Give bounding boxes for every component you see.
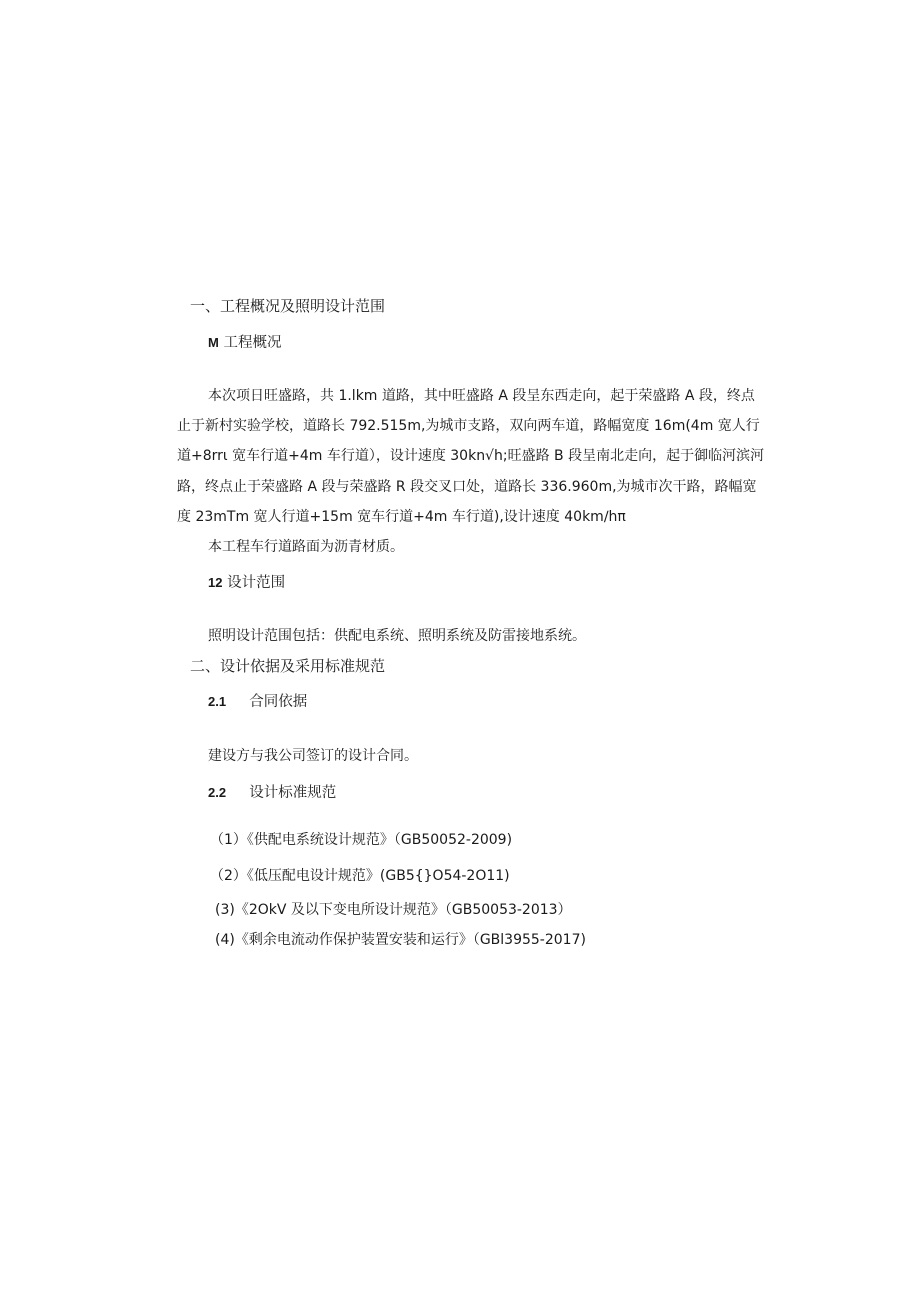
section2-sub2-title: 设计标准规范 (249, 785, 337, 801)
section1-sub1-title: 工程概况 (223, 335, 282, 351)
paragraph-line-5: 度 23mTm 宽人行道+15m 宽车行道+4m 车行道),设计速度 40km∕hπ (177, 509, 626, 525)
section1-sub1-heading (208, 333, 281, 353)
section1-sub1-number: M (208, 335, 219, 350)
section2-sub2-heading (208, 783, 336, 803)
section2-sub2-number: 2.2 (208, 785, 227, 800)
scope-text: 照明设计范围包括：供配电系统、照明系统及防雷接地系统。 (208, 628, 586, 644)
reference-item: (3)《2OkV 及以下变电所设计规范》（GB50053-2013） (215, 902, 572, 918)
reference-item: （2）《低压配电设计规范》(GB5{}O54-2O11) (210, 868, 510, 884)
section2-sub1-heading (208, 692, 307, 712)
section1-sub2-number: 12 (208, 575, 223, 590)
section2-sub1-title: 合同依据 (249, 694, 308, 710)
reference-item: （1）《供配电系统设计规范》（GB50052-2009) (210, 832, 513, 848)
reference-item: (4)《剩余电流动作保护装置安装和运行》（GBl3955-2017) (215, 932, 586, 948)
paragraph-line-2: 止于新村实验学校，道路长 792.515m,为城市支路，双向两车道，路幅宽度 16m(4m 宽人行 (177, 418, 760, 434)
section1-sub2-title: 设计范围 (227, 575, 286, 591)
material-note: 本工程车行道路面为沥青材质。 (208, 539, 404, 555)
paragraph-line-4: 路，终点止于荣盛路 A 段与荣盛路 R 段交叉口处，道路长 336.960m,为城市次干路，路幅宽 (177, 479, 757, 495)
section2-heading: 二、设计依据及采用标准规范 (190, 657, 386, 675)
paragraph-line-3: 道+8rrι 宽车行道+4m 车行道），设计速度 30kn√h;旺盛路 B 段呈南北走向，起于御临河滨河 (177, 448, 765, 464)
contract-text: 建设方与我公司签订的设计合同。 (208, 748, 418, 764)
section1-sub2-heading (208, 573, 285, 593)
section2-sub1-number: 2.1 (208, 694, 227, 709)
paragraph-line-1: 本次项日旺盛路，共 1.lkm 道路，其中旺盛路 A 段呈东西走向，起于荣盛路 A 段，终点 (208, 388, 755, 404)
section1-heading: 一、工程概况及照明设计范围 (190, 297, 386, 315)
